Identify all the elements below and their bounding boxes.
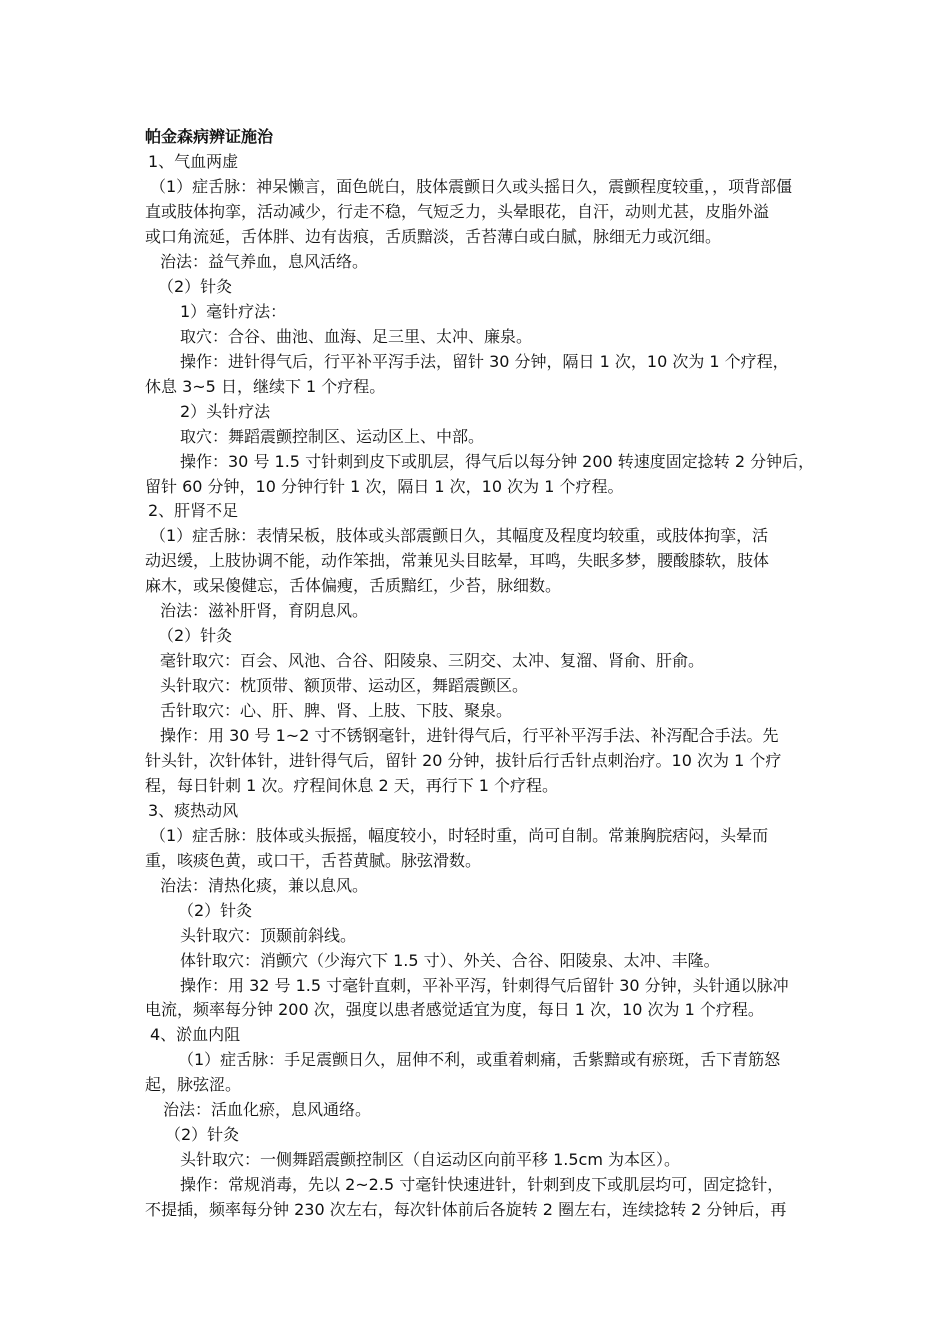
paragraph-line: 治法：活血化瘀，息风通络。 bbox=[163, 1100, 372, 1119]
paragraph-line: 操作：用 32 号 1.5 寸毫针直刺，平补平泻，针刺得气后留针 30 分钟，头针通以脉冲 bbox=[180, 976, 789, 995]
paragraph-line: （1）症舌脉：神呆懒言，面色㿠白，肢体震颤日久或头摇日久，震颤程度较重，，项背部僵 bbox=[150, 177, 793, 196]
paragraph-line: 操作：30 号 1.5 寸针刺到皮下或肌层，得气后以每分钟 200 转速度固定捻转 2 分钟后， bbox=[180, 452, 815, 471]
paragraph-line: 针头针，次针体针，进针得气后，留针 20 分钟，拔针后行舌针点刺治疗。10 次为 1 个疗 bbox=[145, 751, 782, 770]
paragraph-line: 毫针取穴：百会、风池、合谷、阳陵泉、三阴交、太冲、复溜、肾俞、肝俞。 bbox=[160, 651, 705, 670]
paragraph-line: 2）头针疗法 bbox=[180, 402, 271, 421]
paragraph-line: 治法：益气养血，息风活络。 bbox=[160, 252, 369, 271]
paragraph-line: 或口角流延，舌体胖、边有齿痕，舌质黯淡，舌苔薄白或白腻，脉细无力或沉细。 bbox=[145, 227, 722, 246]
paragraph-line: 操作：进针得气后，行平补平泻手法，留针 30 分钟，隔日 1 次，10 次为 1 个疗程， bbox=[180, 352, 789, 371]
paragraph-line: （2）针灸 bbox=[158, 626, 233, 645]
paragraph-line: 电流，频率每分钟 200 次，强度以患者感觉适宜为度，每日 1 次，10 次为 1 个疗程。 bbox=[145, 1000, 764, 1019]
paragraph-line: 头针取穴：枕顶带、额顶带、运动区，舞蹈震颤区。 bbox=[160, 676, 529, 695]
paragraph-line: 休息 3~5 日，继续下 1 个疗程。 bbox=[145, 377, 386, 396]
section-heading-1: 1、气血两虚 bbox=[148, 152, 239, 171]
document-title: 帕金森病辨证施治 bbox=[145, 127, 274, 146]
paragraph-line: 头针取穴：顶颞前斜线。 bbox=[180, 926, 357, 945]
paragraph-line: （2）针灸 bbox=[158, 277, 233, 296]
paragraph-line: 体针取穴：消颤穴（少海穴下 1.5 寸）、外关、合谷、阳陵泉、太冲、丰隆。 bbox=[180, 951, 720, 970]
paragraph-line: 动迟缓，上肢协调不能，动作笨拙，常兼见头目眩晕，耳鸣，失眠多梦，腰酸膝软，肢体 bbox=[145, 551, 770, 570]
section-heading-4: 4、淤血内阻 bbox=[150, 1025, 241, 1044]
paragraph-line: （1）症舌脉：手足震颤日久，屈伸不利，或重着刺痛，舌紫黯或有瘀斑，舌下青筋怒 bbox=[178, 1050, 781, 1069]
section-heading-2: 2、肝肾不足 bbox=[148, 501, 239, 520]
paragraph-line: 操作：用 30 号 1~2 寸不锈钢毫针，进针得气后，行平补平泻手法、补泻配合手法。先 bbox=[160, 726, 779, 745]
paragraph-line: 治法：清热化痰，兼以息风。 bbox=[160, 876, 369, 895]
paragraph-line: 舌针取穴：心、肝、脾、肾、上肢、下肢、聚泉。 bbox=[160, 701, 513, 720]
paragraph-line: 操作：常规消毒，先以 2~2.5 寸毫针快速进针，针刺到皮下或肌层均可，固定捻针， bbox=[180, 1175, 784, 1194]
paragraph-line: 麻木，或呆傻健忘，舌体偏瘦，舌质黯红，少苔，脉细数。 bbox=[145, 576, 562, 595]
paragraph-line: 程，每日针刺 1 次。疗程间休息 2 天，再行下 1 个疗程。 bbox=[145, 776, 559, 795]
paragraph-line: （2）针灸 bbox=[165, 1125, 240, 1144]
section-heading-3: 3、痰热动风 bbox=[148, 801, 239, 820]
paragraph-line: （1）症舌脉：肢体或头振摇，幅度较小，时轻时重，尚可自制。常兼胸脘痞闷，头晕而 bbox=[150, 826, 769, 845]
paragraph-line: 不提插，频率每分钟 230 次左右，每次针体前后各旋转 2 圈左右，连续捻转 2 分钟后，再 bbox=[145, 1200, 787, 1219]
paragraph-line: 治法：滋补肝肾，育阴息风。 bbox=[160, 601, 369, 620]
paragraph-line: （1）症舌脉：表情呆板，肢体或头部震颤日久，其幅度及程度均较重，或肢体拘挛，活 bbox=[150, 526, 769, 545]
paragraph-line: 取穴：合谷、曲池、血海、足三里、太冲、廉泉。 bbox=[180, 327, 533, 346]
paragraph-line: 直或肢体拘挛，活动减少，行走不稳，气短乏力，头晕眼花，自汗，动则尤甚，皮脂外溢 bbox=[145, 202, 770, 221]
paragraph-line: 留针 60 分钟，10 分钟行针 1 次，隔日 1 次，10 次为 1 个疗程。 bbox=[145, 477, 624, 496]
paragraph-line: 头针取穴：一侧舞蹈震颤控制区（自运动区向前平移 1.5cm 为本区）。 bbox=[180, 1150, 681, 1169]
paragraph-line: 1）毫针疗法： bbox=[180, 302, 287, 321]
paragraph-line: （2）针灸 bbox=[178, 901, 253, 920]
paragraph-line: 重，咳痰色黄，或口干，舌苔黄腻。脉弦滑数。 bbox=[145, 851, 482, 870]
paragraph-line: 取穴：舞蹈震颤控制区、运动区上、中部。 bbox=[180, 427, 485, 446]
paragraph-line: 起，脉弦涩。 bbox=[145, 1075, 242, 1094]
